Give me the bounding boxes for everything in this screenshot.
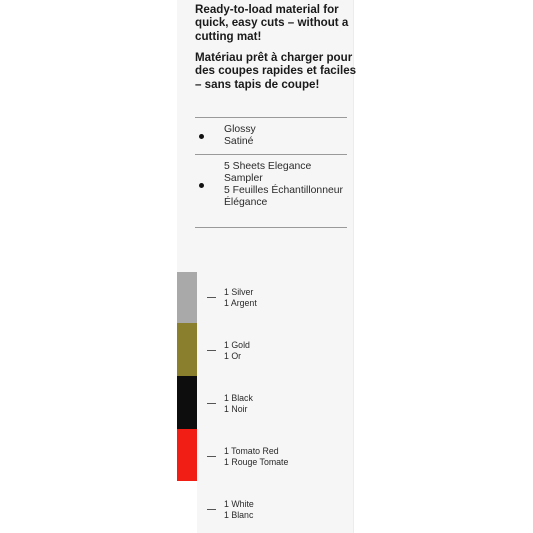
- headline-french: Matériau prêt à charger pour des coupes rapides et faciles – sans tapis de coupe!: [195, 51, 357, 91]
- red-swatch: [177, 429, 197, 481]
- bullet-icon: [199, 134, 204, 139]
- swatch-dash: [207, 456, 216, 457]
- white-swatch: [177, 481, 197, 533]
- finish-spec: [224, 124, 256, 148]
- swatch-dash: [207, 509, 216, 510]
- silver-french: 1 Argent: [224, 298, 257, 308]
- swatch-dash: [207, 350, 216, 351]
- bullet-icon: [199, 183, 204, 188]
- silver-swatch: [177, 272, 197, 323]
- white-french: 1 Blanc: [224, 510, 254, 520]
- finish-english: Glossy: [224, 124, 256, 135]
- swatch-dash: [207, 403, 216, 404]
- black-swatch: [177, 376, 197, 429]
- divider: [195, 117, 347, 118]
- white-english: 1 White: [224, 499, 254, 509]
- swatch-dash: [207, 297, 216, 298]
- gold-french: 1 Or: [224, 351, 242, 361]
- gold-english: 1 Gold: [224, 340, 250, 350]
- contents-spec: [224, 161, 344, 209]
- red-french: 1 Rouge Tomate: [224, 457, 289, 467]
- swatch-label-black: [224, 393, 253, 415]
- contents-french: 5 Feuilles Échantillonneur Élégance: [224, 185, 343, 208]
- divider: [195, 227, 347, 228]
- red-english: 1 Tomato Red: [224, 446, 279, 456]
- black-english: 1 Black: [224, 393, 253, 403]
- swatch-label-gold: [224, 340, 250, 362]
- gold-swatch: [177, 323, 197, 376]
- divider: [195, 154, 347, 155]
- black-french: 1 Noir: [224, 404, 248, 414]
- finish-french: Satiné: [224, 136, 254, 147]
- swatch-label-silver: [224, 287, 257, 309]
- contents-english: 5 Sheets Elegance Sampler: [224, 161, 312, 184]
- swatch-label-red: [224, 446, 288, 468]
- silver-english: 1 Silver: [224, 287, 254, 297]
- swatch-label-white: [224, 499, 254, 521]
- headline-english: Ready-to-load material for quick, easy cuts – without a cutting mat!: [195, 3, 349, 43]
